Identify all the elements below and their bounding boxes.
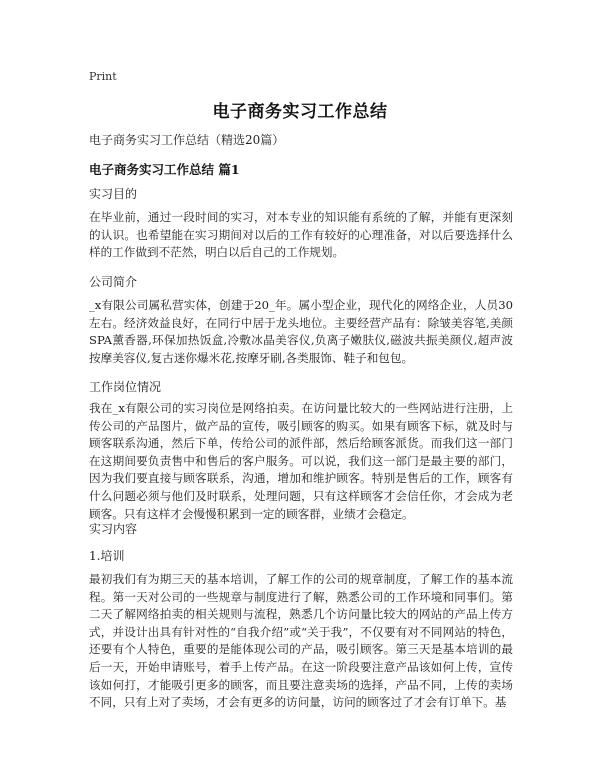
company-heading: 公司简介 xyxy=(89,275,138,289)
position-paragraph: 我在_x有限公司的实习岗位是网络拍卖。在访问量比较大的一些网站进行注册，上传公司的产品图片，做产品的宣传，吸引顾客的购买。如果有顾客下标，就及时与顾客联系沟通，然后下单，传给公司的派件部，然后给顾客派货。而我们这一部门在这期间要负责售中和售后的客户服务。可以说，我们这一部门是最主要的部门，因为我们要直接与顾客联系，沟通，增加和维护顾客。特别是售后的工作，顾客有什么问题必须与他们及时联系，处理问题，只有这样顾客才会信任你，才会成为老顾客。只有这样才会慢慢积累到一定的顾客群，业绩才会稳定。 xyxy=(89,401,513,521)
print-label[interactable]: Print xyxy=(89,70,117,83)
position-heading: 工作岗位情况 xyxy=(89,380,162,394)
content-heading: 实习内容 xyxy=(89,522,138,536)
document-title: 电子商务实习工作总结 xyxy=(212,102,388,122)
document-subtitle: 电子商务实习工作总结（精选20篇） xyxy=(89,133,285,147)
company-paragraph: _x有限公司属私营实体，创建于20_年。属小型企业，现代化的网络企业，人员30左右。经济效益良好，在同行中居于龙头地位。主要经营产品有：除皱美容笔,美颜SPA薰香器,环保加热饭盒,冷敷冰晶美容仪,负离子嫩肤仪,磁波共振美颜仪,超声波按摩美容仪,复古迷你爆米花,按摩牙刷,各类服饰、鞋子和包包。 xyxy=(89,298,513,365)
purpose-heading: 实习目的 xyxy=(89,187,138,201)
training-heading: 1.培训 xyxy=(89,549,125,563)
section-heading: 电子商务实习工作总结 篇1 xyxy=(89,162,240,177)
purpose-paragraph: 在毕业前，通过一段时间的实习，对本专业的知识能有系统的了解，并能有更深刻的认识。也希望能在实习期间对以后的工作有较好的心理准备，对以后要选择什么样的工作做到不茫然，明白以后自己的工作规划。 xyxy=(89,210,513,260)
training-paragraph: 最初我们有为期三天的基本培训，了解工作的公司的规章制度，了解工作的基本流程。第一天对公司的一些规章与制度进行了解，熟悉公司的工作环境和同事们。第二天了解网络拍卖的相关规则与流程，熟悉几个访问量比较大的网站的产品上传方式，并设计出具有针对性的“自我介绍”或“关于我”，不仅要有对不同网站的特色，还要有个人特色，重要的是能体现公司的产品，吸引顾客。第三天是基本培训的最后一天，开始申请账号，着手上传产品。在这一阶段要注意产品该如何上传，宣传该如何打，才能吸引更多的顾客，而且要注意卖场的选择，产品不同，上传的卖场不同，只有上对了卖场，才会有更多的访问量，访问的顾客过了才会有订单下。基 xyxy=(89,572,513,710)
